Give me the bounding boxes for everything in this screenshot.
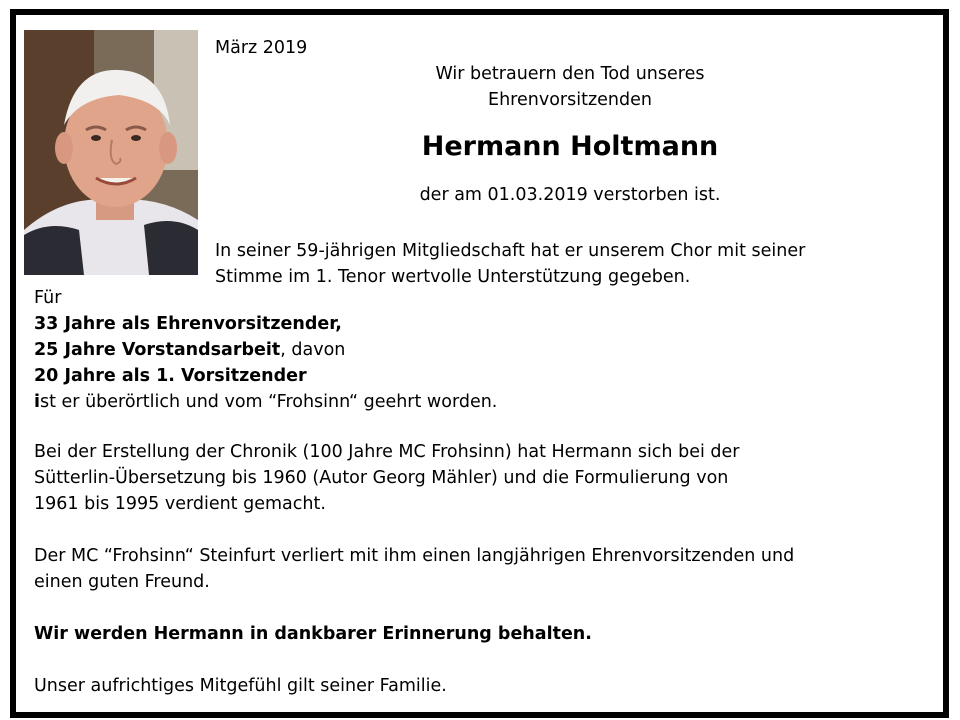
loss-line-1: Der MC “Frohsinn“ Steinfurt verliert mit ihm einen langjährigen Ehrenvorsitzenden und [34, 546, 795, 566]
chronicle-line-1: Bei der Erstellung der Chronik (100 Jahre MC Frohsinn) hat Hermann sich bei der [34, 442, 740, 462]
deceased-name: Hermann Holtmann [421, 131, 719, 162]
honors-closing-initial: i [34, 392, 40, 412]
intro-line-1: Wir betrauern den Tod unseres [435, 64, 705, 84]
death-date-line: der am 01.03.2019 verstorben ist. [419, 185, 721, 205]
honors-closing [34, 389, 497, 415]
honors-item-2 [34, 337, 345, 363]
honors-lead: Für [34, 288, 62, 308]
condolence-line: Unser aufrichtiges Mitgefühl gilt seiner Familie. [34, 676, 447, 696]
intro-line-2: Ehrenvorsitzenden [488, 90, 652, 110]
chronicle-line-2: Sütterlin-Übersetzung bis 1960 (Autor Georg Mähler) und die Formulierung von [34, 468, 729, 488]
chronicle-line-3: 1961 bis 1995 verdient gemacht. [34, 494, 326, 514]
date-line: März 2019 [215, 38, 308, 58]
honors-item-2-rest: , davon [280, 340, 346, 360]
honors-item-2-bold: 25 Jahre Vorstandsarbeit [34, 340, 281, 360]
portrait-photo [24, 30, 198, 275]
loss-line-2: einen guten Freund. [34, 572, 210, 592]
honors-closing-rest: st er überörtlich und vom “Frohsinn“ geehrt worden. [40, 392, 498, 412]
membership-line-2: Stimme im 1. Tenor wertvolle Unterstützung gegeben. [215, 267, 691, 287]
memory-line: Wir werden Hermann in dankbarer Erinnerung behalten. [34, 624, 592, 644]
honors-item-1: 33 Jahre als Ehrenvorsitzender, [34, 314, 342, 334]
membership-line-1: In seiner 59-jährigen Mitgliedschaft hat er unserem Chor mit seiner [215, 241, 806, 261]
honors-item-3: 20 Jahre als 1. Vorsitzender [34, 366, 307, 386]
